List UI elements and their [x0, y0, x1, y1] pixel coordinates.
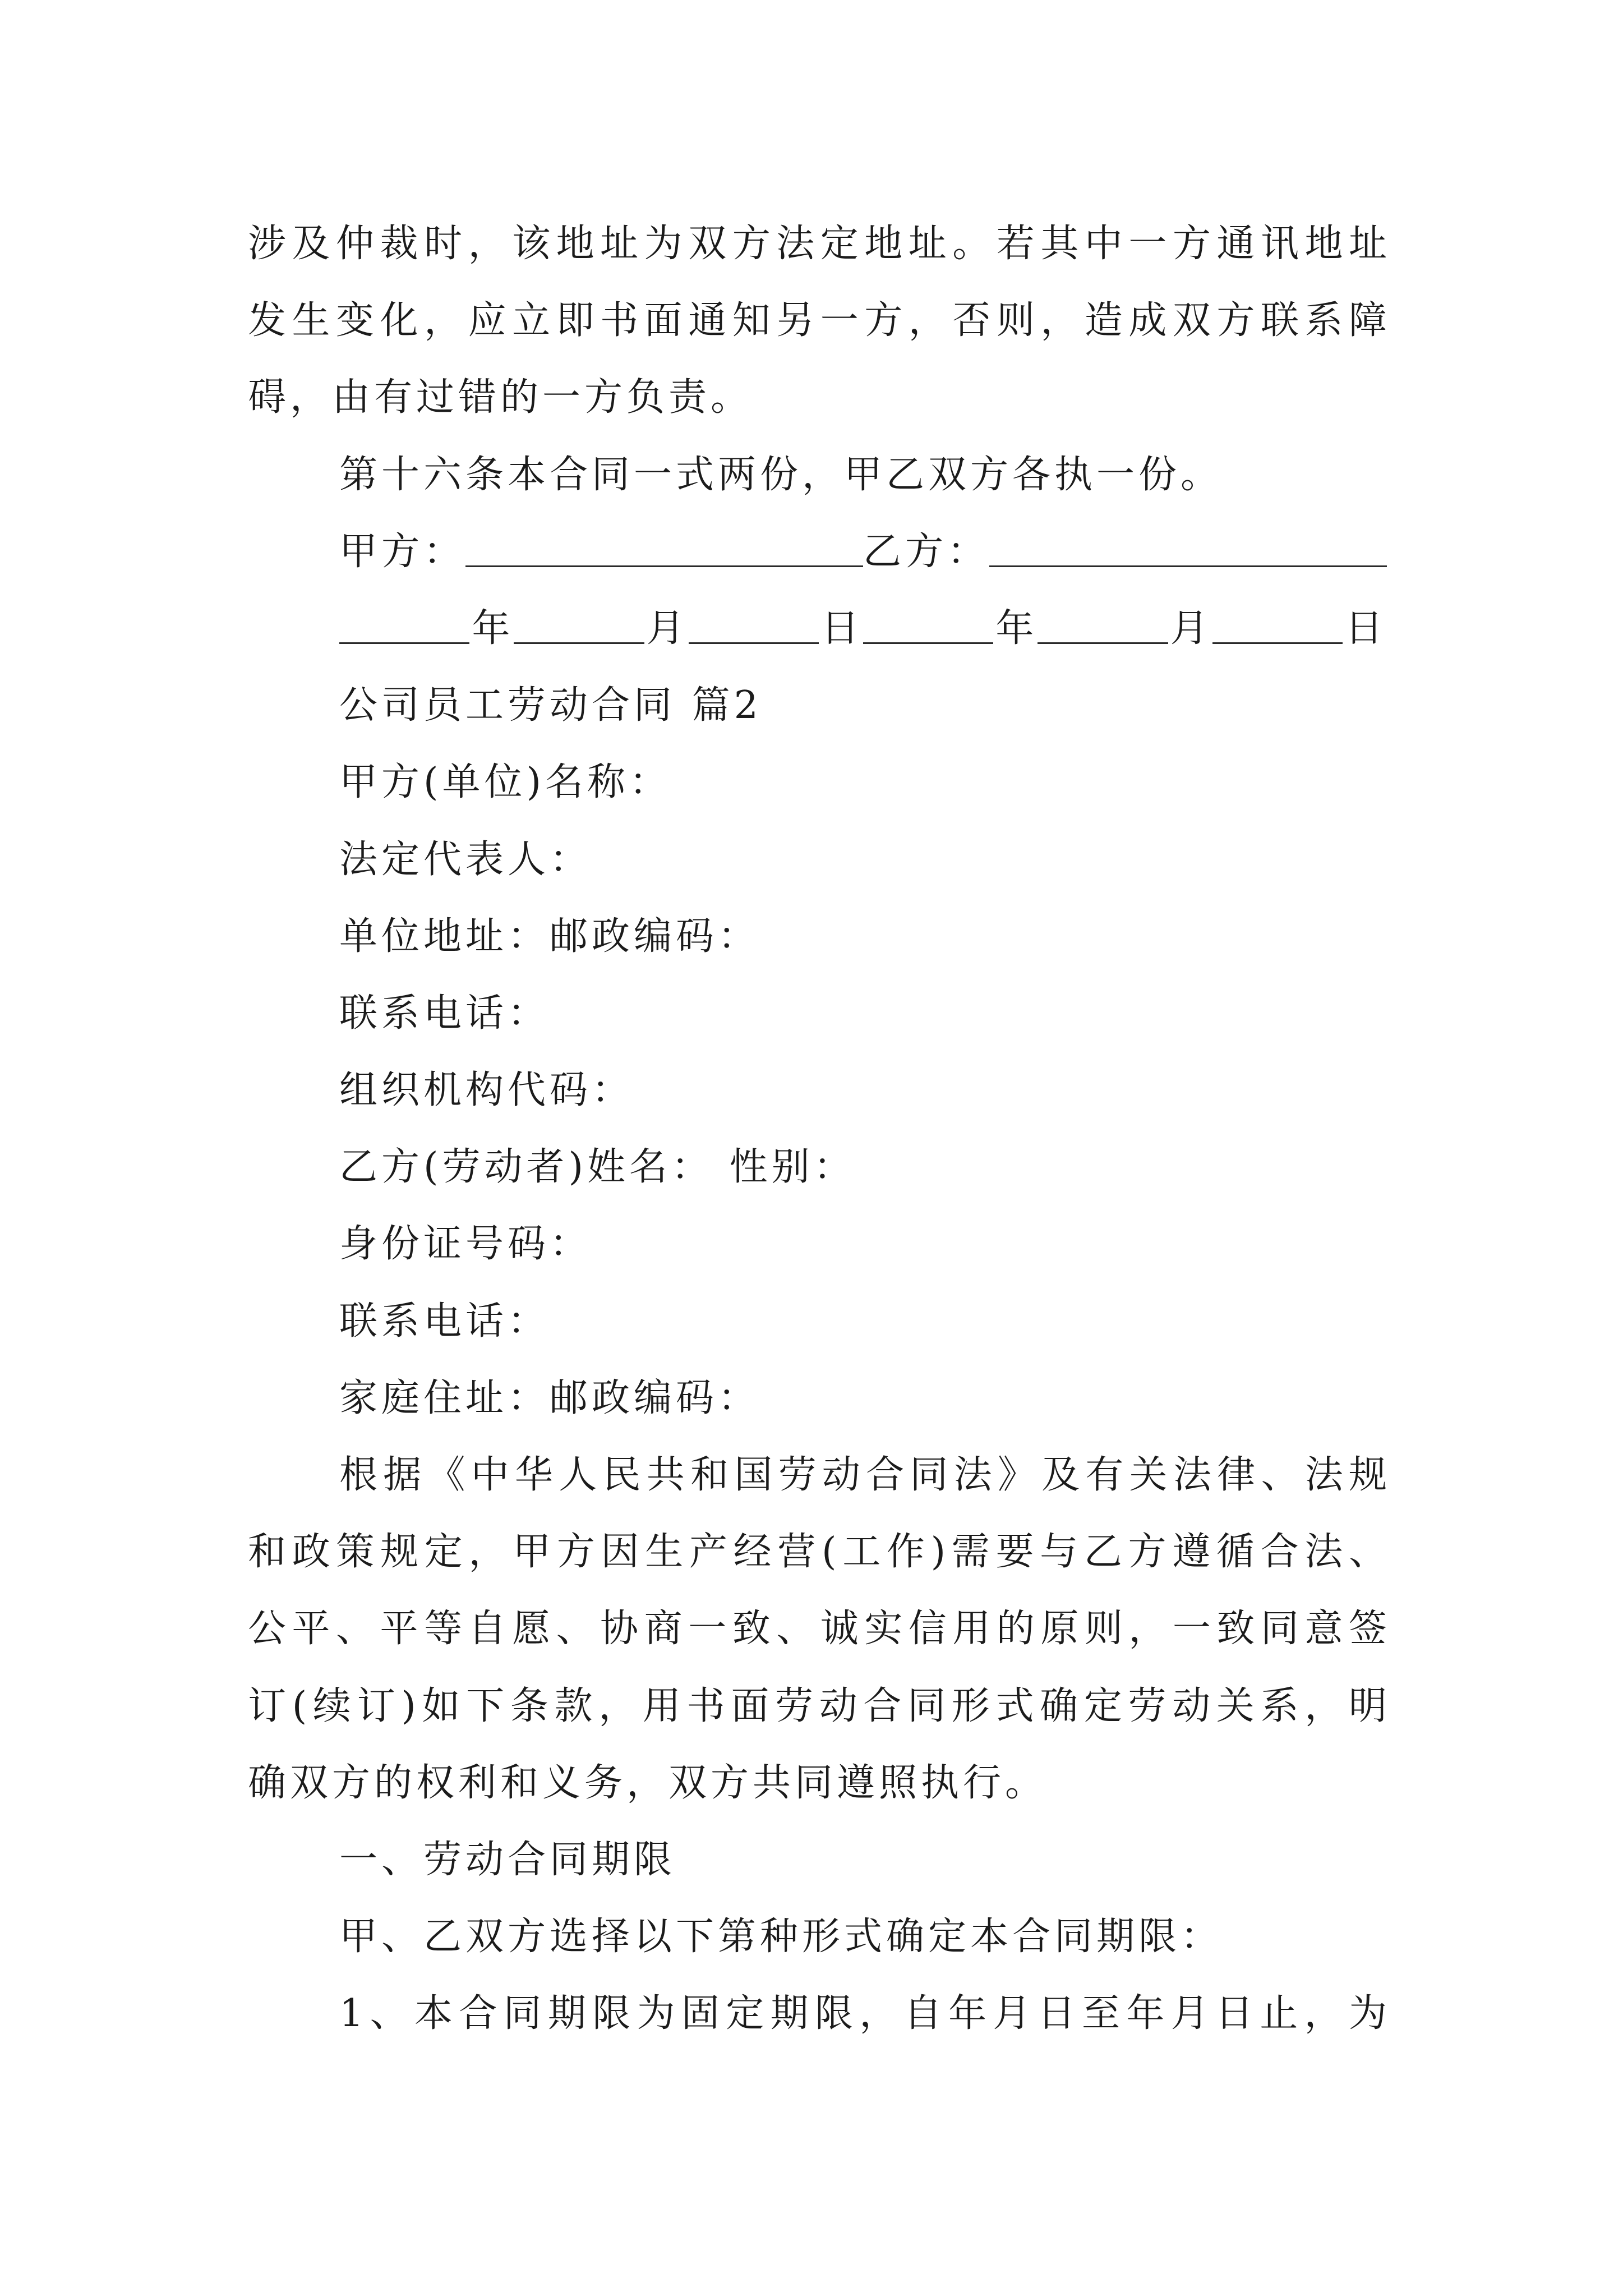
date-unit: 年: [472, 606, 514, 651]
field-employer-name: 甲方(单位)名称：: [339, 760, 672, 805]
signature-parties-line: [248, 513, 1387, 590]
section-title: 公司员工劳动合同 篇2: [339, 683, 762, 728]
date-unit: 日: [820, 606, 863, 651]
field-employer-address: 单位地址：邮政编码：: [339, 914, 760, 959]
term-fixed: 1、本合同期限为固定期限，自年月日至年月日止，为: [339, 1991, 1387, 2036]
field-legal-representative: 法定代表人：: [339, 837, 592, 882]
party-a-label: 甲方：: [339, 529, 466, 574]
term-choice: 甲、乙双方选择以下第种形式确定本合同期限：: [339, 1915, 1223, 1959]
paragraph-line: 涉及仲裁时，该地址为双方法定地址。若其中一方通讯地址: [248, 222, 1387, 266]
paragraph-line: 发生变化，应立即书面通知另一方，否则，造成双方联系障: [248, 298, 1387, 343]
date-blank: [1212, 590, 1343, 644]
date-unit: 日: [1344, 606, 1387, 651]
date-unit: 月: [1170, 606, 1212, 651]
paragraph-line: 订(续订)如下条款，用书面劳动合同形式确定劳动关系，明: [248, 1683, 1387, 1728]
article-16: 第十六条本合同一式两份，甲乙双方各执一份。: [339, 452, 1223, 497]
party-b-label: 乙方：: [863, 529, 990, 574]
paragraph-line: 公平、平等自愿、协商一致、诚实信用的原则，一致同意签: [248, 1607, 1387, 1651]
date-blank: [689, 590, 819, 644]
field-organization-code: 组织机构代码：: [339, 1068, 634, 1113]
date-blank: [1038, 590, 1168, 644]
term-heading: 一、劳动合同期限: [339, 1837, 676, 1882]
party-b-signature-blank: [989, 513, 1387, 567]
party-a-signature-blank: [465, 513, 863, 567]
date-blank: [863, 590, 993, 644]
signature-date-line: [248, 590, 1387, 667]
date-blank: [514, 590, 644, 644]
field-employee-name-gender: 乙方(劳动者)姓名： 性别：: [339, 1145, 856, 1190]
paragraph-line: 根据《中华人民共和国劳动合同法》及有关法律、法规: [339, 1453, 1387, 1497]
field-employee-phone: 联系电话：: [339, 1299, 550, 1343]
field-employer-phone: 联系电话：: [339, 991, 550, 1036]
field-home-address: 家庭住址：邮政编码：: [339, 1375, 760, 1420]
date-unit: 月: [646, 606, 689, 651]
paragraph-line: 碍，由有过错的一方负责。: [248, 375, 753, 420]
paragraph-line: 和政策规定，甲方因生产经营(工作)需要与乙方遵循合法、: [248, 1530, 1387, 1575]
date-blank: [339, 590, 469, 644]
date-unit: 年: [995, 606, 1038, 651]
document-page: [248, 205, 1387, 2053]
paragraph-line: 确双方的权利和义务，双方共同遵照执行。: [248, 1760, 1048, 1805]
field-id-number: 身份证号码：: [339, 1222, 592, 1267]
